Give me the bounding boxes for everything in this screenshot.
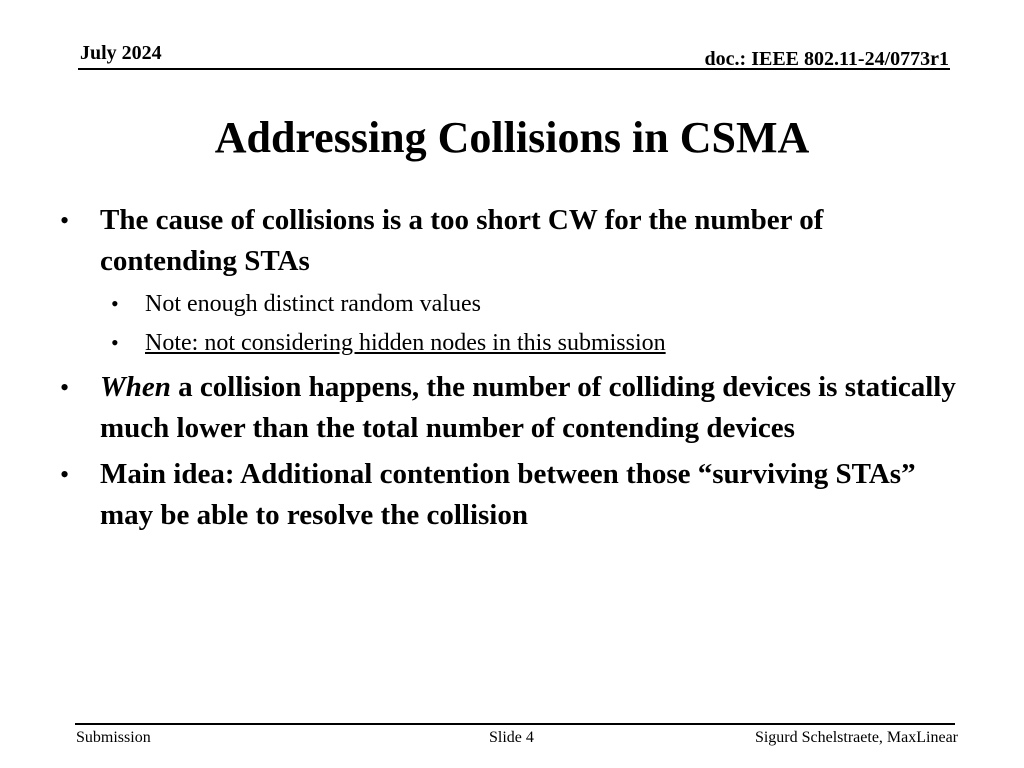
bullet-1-sub-2-text: Note: not considering hidden nodes in this submission	[145, 330, 666, 356]
bullet-1-sub-2	[0, 328, 945, 358]
footer-submission: Submission	[76, 729, 151, 746]
bullet-2	[0, 367, 960, 449]
bullet-3-marker: •	[60, 460, 70, 489]
slide-body	[0, 200, 1024, 541]
bullet-3	[0, 454, 960, 536]
bullet-1-text: The cause of collisions is a too short CW for the number of contending STAs	[100, 204, 824, 277]
slide-title: Addressing Collisions in CSMA	[214, 113, 810, 162]
bullet-1	[0, 200, 960, 282]
bullet-3-text: Main idea: Additional contention between those “surviving STAs” may be able to resolve the collision	[100, 458, 916, 531]
footer-slide-number: Slide 4	[489, 729, 534, 746]
bullet-1-sub-1-marker: •	[111, 291, 119, 316]
bullet-2-emphasis: When	[100, 371, 171, 403]
bullet-1-sub-1	[0, 289, 945, 319]
footer-author: Sigurd Schelstraete, MaxLinear	[754, 729, 958, 746]
header-divider	[78, 68, 950, 70]
footer-divider	[75, 723, 955, 725]
header-date: July 2024	[80, 42, 162, 64]
bullet-1-sub-1-text: Not enough distinct random values	[145, 291, 481, 317]
bullet-2-marker: •	[60, 373, 70, 402]
bullet-1-marker: •	[60, 206, 70, 235]
bullet-1-sub-2-marker: •	[111, 330, 119, 355]
header-doc-id: doc.: IEEE 802.11-24/0773r1	[704, 48, 949, 70]
bullet-2-text: a collision happens, the number of colliding devices is statically much lower than the total number of contending devices	[100, 371, 956, 444]
